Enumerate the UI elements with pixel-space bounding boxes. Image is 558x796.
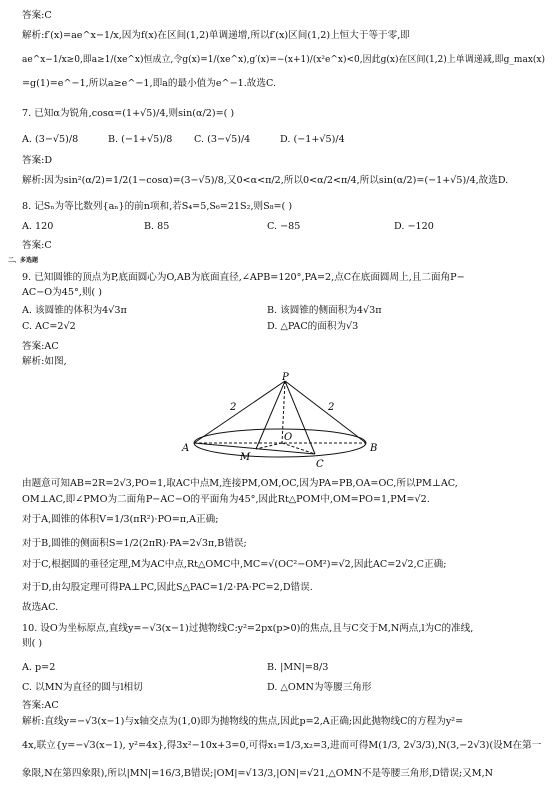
q9-option-a: A. 该圆锥的体积为4√3π (22, 305, 127, 316)
q10-solution-line2: 4x,联立{y=−√3(x−1), y²=4x},得3x²−10x+3=0,可得x₁=1/3,x₂=3,进而可得M(1/3, 2√3/3),N(3,−2√3)(设M在第一 (22, 740, 542, 751)
q10-options-row1 (22, 662, 550, 678)
q7-answer: 答案:D (22, 155, 53, 166)
q9-explain-option-d: 对于D,由勾股定理可得PA⊥PC,因此S△PAC=1/2·PA·PC=2,D错误. (22, 582, 313, 593)
q10-solution-line1: 解析:直线y=−√3(x−1)与x轴交点为(1,0)即为抛物线的焦点,因此p=2,A正确;因此抛物线C的方程为y²= (22, 716, 464, 727)
q8-answer: 答案:C (22, 240, 52, 251)
q6-answer: 答案:C (22, 10, 52, 21)
label-a: A (182, 443, 190, 454)
q7-option-b: B. (−1+√5)/8 (108, 134, 173, 145)
label-length-left: 2 (230, 402, 237, 413)
q7-option-a: A. (3−√5)/8 (22, 134, 79, 145)
q7-stem: 7. 已知α为锐角,cosα=(1+√5)/4,则sin(α/2)=( ) (22, 108, 235, 119)
q9-explain-line1: 由题意可知AB=2R=2√3,PO=1,取AC中点M,连接PM,OM,OC,因为PA=PB,OA=OC,所以PM⊥AC, (22, 478, 458, 489)
q9-explain-option-b: 对于B,圆锥的侧面积S=1/2(2πR)·PA=2√3π,B错误; (22, 538, 247, 549)
q8-stem: 8. 记Sₙ为等比数列{aₙ}的前n项和,若S₄=5,S₆=21S₂,则S₈=( ) (22, 201, 293, 212)
segment-om (256, 443, 282, 449)
q9-option-b: B. 该圆锥的侧面积为4√3π (267, 305, 382, 316)
q7-option-c: C. (3−√5)/4 (194, 134, 251, 145)
label-length-right: 2 (328, 402, 335, 413)
q9-option-d: D. △PAC的面积为√3 (267, 321, 359, 332)
q10-stem-line1: 10. 设O为坐标原点,直线y=−√3(x−1)过抛物线C:y²=2px(p>0)的焦点,且与C交于M,N两点,l为C的准线, (22, 623, 474, 634)
q9-options-row2 (22, 321, 550, 335)
q9-options-row1 (22, 305, 550, 319)
cone-figure (170, 372, 400, 470)
q7-solution: 解析:因为sin²(α/2)=1/2(1−cosα)=(3−√5)/8,又0<α<π/2,所以0<α/2<π/4,所以sin(α/2)=(−1+√5)/4,故选D. (22, 175, 509, 186)
q7-options (22, 134, 550, 150)
q9-stem-line1: 9. 已知圆锥的顶点为P,底面圆心为O,AB为底面直径,∠APB=120°,PA=2,点C在底面圆周上,且二面角P− (22, 272, 465, 283)
q8-options (22, 221, 550, 235)
label-c: C (316, 459, 324, 470)
q10-options-row2 (22, 682, 550, 696)
edge-pb (285, 381, 366, 443)
q9-stem-line2: AC−O为45°,则( ) (22, 287, 102, 298)
edge-ac (194, 443, 315, 454)
label-p: P (282, 372, 289, 383)
section-heading-multiple-choice: 二、多选题 (8, 257, 39, 264)
q10-option-d: D. △OMN为等腰三角形 (267, 682, 372, 693)
q8-option-b: B. 85 (144, 221, 170, 232)
label-b: B (370, 443, 378, 454)
q10-option-c: C. 以MN为直径的圆与l相切 (22, 682, 143, 693)
q10-stem-line2: 则( ) (22, 638, 43, 649)
q9-option-c: C. AC=2√2 (22, 321, 76, 332)
q10-option-a: A. p=2 (22, 662, 56, 673)
q6-solution-line3: =g(1)=e^−1,所以a≥e^−1,即a的最小值为e^−1.故选C. (22, 78, 276, 89)
q9-conclusion: 故选AC. (22, 602, 59, 613)
q10-option-b: B. |MN|=8/3 (267, 662, 329, 673)
q6-solution-line2: ae^x−1/x≥0,即a≥1/(xe^x)恒成立,令g(x)=1/(xe^x),g′(x)=−(x+1)/(x²e^x)<0,因此g(x)在区间(1,2)上单调递减,即g_max(x) (22, 55, 545, 65)
q9-explain-line2: OM⊥AC,即∠PMO为二面角P−AC−O的平面角为45°,因此Rt△POM中,OM=PO=1,PM=√2. (22, 494, 430, 505)
label-o: O (284, 432, 293, 443)
label-m: M (240, 452, 251, 463)
q8-option-a: A. 120 (22, 221, 54, 232)
q9-answer: 答案:AC (22, 341, 59, 352)
q10-solution-line3: 象限,N在第四象限),所以|MN|=16/3,B错误;|OM|=√13/3,|ON|=√21,△OMN不是等腰三角形,D错误;又M,N (22, 768, 494, 779)
q10-answer: 答案:AC (22, 700, 59, 711)
q9-explain-option-c: 对于C,根据圆的垂径定理,M为AC中点,Rt△OMC中,MC=√(OC²−OM²)=√2,因此AC=2√2,C正确; (22, 559, 447, 570)
q9-solution-intro: 解析:如图, (22, 356, 67, 367)
q8-option-c: C. −85 (267, 221, 301, 232)
q8-option-d: D. −120 (394, 221, 434, 232)
q6-solution-line1: 解析:f′(x)=ae^x−1/x,因为f(x)在区间(1,2)单调递增,所以f′(x)区间(1,2)上恒大于等于零,即 (22, 30, 410, 41)
q9-explain-option-a: 对于A,圆锥的体积V=1/3(πR²)·PO=π,A正确; (22, 514, 219, 525)
q7-option-d: D. (−1+√5)/4 (280, 134, 345, 145)
